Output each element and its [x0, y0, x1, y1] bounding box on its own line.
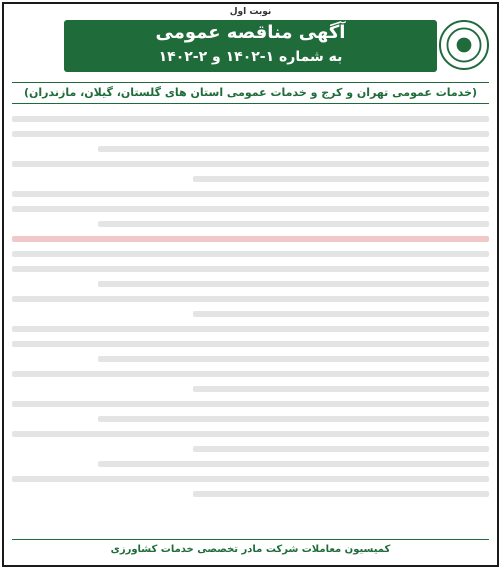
text-placeholder [12, 161, 489, 167]
text-placeholder [12, 296, 489, 302]
notice-round-label: نوبت اول [229, 7, 272, 17]
text-placeholder [12, 431, 489, 437]
text-placeholder [12, 236, 489, 242]
text-placeholder [12, 326, 489, 332]
text-placeholder [193, 446, 489, 452]
title-banner [64, 20, 437, 72]
tender-number: به شماره ۱-۱۴۰۲ و ۲-۱۴۰۲ [158, 49, 343, 65]
text-placeholder [98, 281, 489, 287]
logo-emblem-icon [441, 22, 487, 68]
text-placeholder [12, 116, 489, 122]
text-placeholder [98, 221, 489, 227]
text-placeholder [193, 491, 489, 497]
text-placeholder [98, 146, 489, 152]
text-placeholder [12, 266, 489, 272]
text-placeholder [12, 191, 489, 197]
text-placeholder [193, 386, 489, 392]
text-placeholder [12, 341, 489, 347]
text-placeholder [193, 311, 489, 317]
notice-body [12, 116, 489, 535]
text-placeholder [98, 356, 489, 362]
text-placeholder [193, 176, 489, 182]
notice-frame [2, 2, 499, 567]
text-placeholder [12, 251, 489, 257]
organization-band: (خدمات عمومی تهران و کرج و خدمات عمومی استان های گلستان، گیلان، مازندران) [12, 82, 489, 104]
organization-logo [439, 20, 489, 70]
signature-band: کمیسیون معاملات شرکت مادر تخصصی خدمات کشاورزی [12, 539, 489, 559]
text-placeholder [12, 476, 489, 482]
text-placeholder [12, 401, 489, 407]
text-placeholder [98, 461, 489, 467]
text-placeholder [12, 371, 489, 377]
text-placeholder [12, 131, 489, 137]
page-title: آگهی مناقصه عمومی [155, 22, 346, 43]
text-placeholder [12, 206, 489, 212]
text-placeholder [98, 416, 489, 422]
